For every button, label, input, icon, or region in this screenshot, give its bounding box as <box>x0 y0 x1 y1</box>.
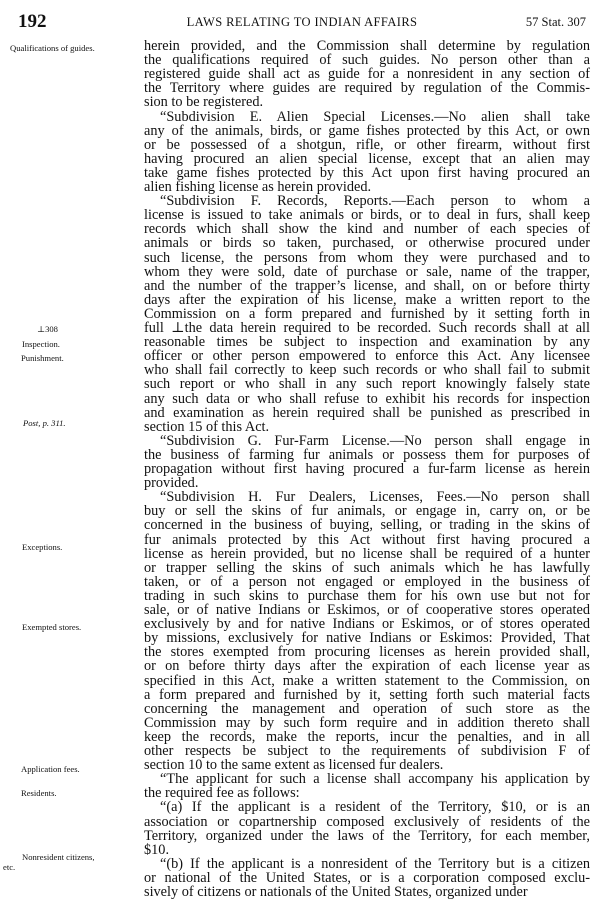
text-line: by missions, exclusively for native Indians or Eskimos: Provided, That <box>144 630 590 646</box>
text-line: “Subdivision G. Fur-Farm License.—No person shall engage in <box>160 433 590 449</box>
text-line: animals or birds so taken, purchased, or otherwise procured under <box>144 235 590 251</box>
text-line: provided. <box>144 475 199 491</box>
text-line: the Territory where guides are required by regulation of the Commis- <box>144 80 590 96</box>
text-line: such license, the persons from whom they were purchased and to <box>144 250 590 266</box>
text-line: any such data or who shall refuse to exhibit his records for inspection <box>144 391 590 407</box>
text-line: “Subdivision H. Fur Dealers, Licenses, Fees.—No person shall <box>160 489 590 505</box>
text-line: propagation without first having procured a fur-farm license as herein <box>144 461 590 477</box>
text-line: whom they were sold, date of purchase or sale, name of the trapper, <box>144 264 590 280</box>
text-line: “Subdivision E. Alien Special Licenses.—No alien shall take <box>160 109 590 125</box>
text-line: Territory, organized under the laws of the Territory, for each member, <box>144 828 590 844</box>
text-line: or national of the United States, or is a corporation composed exclu- <box>144 870 590 886</box>
text-line: a form prepared and furnished by it, setting forth such material facts <box>144 687 590 703</box>
text-line: sale, or of native Indians or Eskimos, or of cooperative stores operated <box>144 602 590 618</box>
margin-note: Post, p. 311. <box>23 418 66 428</box>
text-line: association or copartnership composed exclusively of residents of the <box>144 814 590 830</box>
text-line: or be possessed of a shotgun, rifle, or other firearm, without first <box>144 137 590 153</box>
margin-note: Application fees. <box>21 764 80 774</box>
text-line: having procured an alien special license, except that an alien may <box>144 151 590 167</box>
margin-notes <box>0 0 130 896</box>
text-line: such report or who shall in any such report knowingly falsely state <box>144 376 590 392</box>
text-line: “The applicant for such a license shall accompany his application by <box>160 771 590 787</box>
running-title: LAWS RELATING TO INDIAN AFFAIRS <box>186 15 418 29</box>
text-line: “(b) If the applicant is a nonresident of the Territory but is a citizen <box>160 856 590 872</box>
text-line: full ⊥the data herein required to be recorded. Such records shall at all <box>144 320 590 336</box>
text-line: concerning the management and operation of such store as the <box>144 701 590 717</box>
text-line: registered guide shall act as guide for a nonresident in any section of <box>144 66 590 82</box>
text-line: sively of citizens or nationals of the United States, organized under <box>144 884 528 900</box>
text-line: fur animals protected by this Act without first having procured a <box>144 532 590 548</box>
text-line: taken, or of a person not engaged or employed in the business of <box>144 574 590 590</box>
text-line: Commission may by such form require and in addition thereto shall <box>144 715 590 731</box>
text-line: or trapper selling the skins of such animals which he has lawfully <box>144 560 590 576</box>
margin-note: Punishment. <box>21 353 64 363</box>
text-line: trading in such skins to purchase them for his own use but not for <box>144 588 590 604</box>
text-line: “Subdivision F. Records, Reports.—Each person to whom a <box>160 193 590 209</box>
text-line: section 10 to the same extent as licensed fur dealers. <box>144 757 444 773</box>
page-number: 192 <box>18 11 47 32</box>
text-line: specified in this Act, make a written statement to the Commission, on <box>144 673 590 689</box>
margin-note: Inspection. <box>22 339 60 349</box>
text-line: the business of farming fur animals or possess them for purposes of <box>144 447 590 463</box>
text-line: herein provided, and the Commission shall determine by regulation <box>144 38 590 54</box>
margin-note: Qualifications of guides. <box>10 43 95 53</box>
text-line: or on before thirty days after the expiration of each license year as <box>144 658 590 674</box>
text-line: days after the expiration of his license, make a written report to the <box>144 292 590 308</box>
text-line: any of the animals, birds, or game fishes protected by this Act, or own <box>144 123 590 139</box>
text-line: alien fishing license as herein provided. <box>144 179 372 195</box>
text-line: license is issued to take animals or birds, or to deal in furs, shall keep <box>144 207 590 223</box>
text-line: keep the records, make the reports, incur the penalties, and in all <box>144 729 590 745</box>
margin-note: Residents. <box>21 788 57 798</box>
text-line: and the number of the trapper’s license, and shall, on or before thirty <box>144 278 590 294</box>
text-line: who shall fail correctly to keep such records or who shall fail to submit <box>144 362 590 378</box>
text-line: records which shall show the kind and number of each species of <box>144 221 590 237</box>
text-line: other respects be subject to the requirements of subdivision F of <box>144 743 590 759</box>
text-line: exclusively by and for native Indians or Eskimos, or of stores operated <box>144 616 590 632</box>
text-line: officer or other person empowered to enforce this Act. Any licensee <box>144 348 590 364</box>
text-line: and examination as herein required shall be punished as prescribed in <box>144 405 590 421</box>
text-line: take game fishes protected by this Act upon first having procured an <box>144 165 590 181</box>
text-line: sion to be registered. <box>144 94 264 110</box>
statute-reference: 57 Stat. 307 <box>525 15 586 29</box>
margin-note: Nonresident citizens, <box>22 852 95 862</box>
text-line: Commission on a form prepared and furnished by it setting forth in <box>144 306 590 322</box>
text-line: the required fee as follows: <box>144 785 300 801</box>
margin-note: Exceptions. <box>22 542 63 552</box>
margin-note: Exempted stores. <box>22 622 82 632</box>
margin-note: etc. <box>3 862 16 872</box>
text-line: section 15 of this Act. <box>144 419 270 435</box>
text-line: buy or sell the skins of fur animals, or engage in, carry on, or be <box>144 503 590 519</box>
text-line: the qualifications required of such guides. No person other than a <box>144 52 590 68</box>
text-line: concerned in the business of buying, selling, or trading in the skins of <box>144 517 590 533</box>
text-line: reasonable times be subject to inspection and examination by any <box>144 334 590 350</box>
text-line: “(a) If the applicant is a resident of the Territory, $10, or is an <box>160 799 590 815</box>
text-line: $10. <box>144 842 170 858</box>
margin-note: ⊥308 <box>37 324 58 334</box>
text-line: license as herein provided, but no license shall be required of a hunter <box>144 546 590 562</box>
text-line: the stores exempted from procuring licenses as herein provided shall, <box>144 644 590 660</box>
